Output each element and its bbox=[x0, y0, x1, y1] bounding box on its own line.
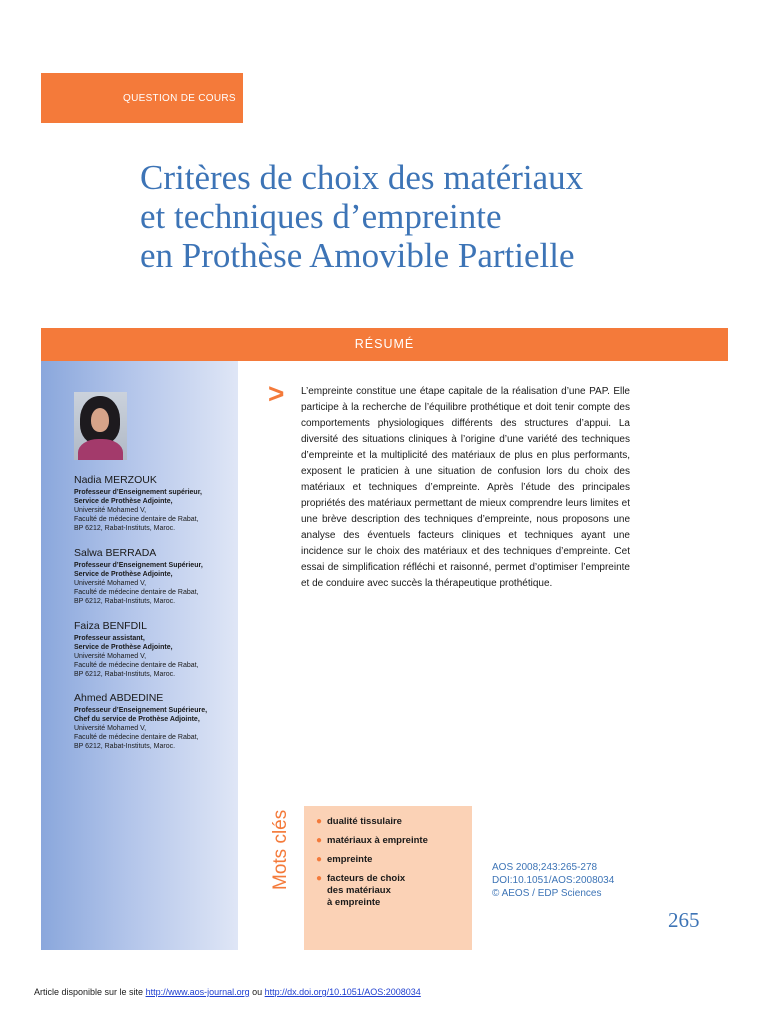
citation-line: DOI:10.1051/AOS:2008034 bbox=[492, 875, 615, 886]
section-tag bbox=[41, 73, 243, 123]
page-number: 265 bbox=[668, 908, 700, 932]
author-affiliation-line: Chef du service de Prothèse Adjointe, bbox=[74, 716, 200, 723]
author-affiliation-line: BP 6212, Rabat-Instituts, Maroc. bbox=[74, 598, 176, 605]
title-line-2: et techniques d’empreinte bbox=[140, 197, 502, 236]
footer-middle: ou bbox=[249, 987, 265, 997]
keyword-item bbox=[316, 873, 472, 909]
author-affiliation-line: Service de Prothèse Adjointe, bbox=[74, 571, 173, 578]
keyword-text: empreinte bbox=[327, 854, 373, 865]
title-line-3: en Prothèse Amovible Partielle bbox=[140, 236, 575, 275]
author-affiliation-line: Université Mohamed V, bbox=[74, 653, 147, 660]
bullet-dot-icon: ● bbox=[316, 873, 323, 884]
keywords-label: Mots clés bbox=[270, 809, 291, 890]
author-block bbox=[74, 547, 234, 606]
citation-line: © AEOS / EDP Sciences bbox=[492, 888, 602, 899]
abstract-text: L’empreinte constitue une étape capitale de la réalisation d’une PAP. Elle participe à la recherche de l’équilibre prothétique et doit tenir compte des comportements physiologiques différents des structures d’appui. La diversité des situations cliniques à l’origine d’une variété des techniques d’empreinte et la multiplicité des matériaux de plus en plus performants, exposent le praticien à une situation de confusion lors du choix des matériaux et techniques d’empreinte. Après l’étude des principales propriétés des matériaux permettant de mieux comprendre leurs limites et une brève description des techniques d’empreinte, nous proposons une analyse des éventuels facteurs cliniques et techniques ayant une incidence sur le choix des matériaux et des techniques d’empreinte. Cet essai de simplification réfléchi et raisonné, permet d’optimiser l’empreinte et de conduire avec succès la thérapeutique prothétique. bbox=[301, 386, 630, 589]
citation-block bbox=[492, 861, 614, 900]
keywords-list bbox=[316, 816, 472, 909]
author-name: Ahmed ABDEDINE bbox=[74, 692, 164, 704]
author-affiliation-line: Université Mohamed V, bbox=[74, 507, 147, 514]
author-name: Faiza BENFDIL bbox=[74, 620, 147, 632]
article-title bbox=[140, 158, 740, 275]
resume-heading-bar bbox=[41, 328, 728, 361]
author-affiliation-line: Université Mohamed V, bbox=[74, 725, 147, 732]
photo-clothing-shape bbox=[78, 439, 123, 460]
author-affiliation-line: BP 6212, Rabat-Instituts, Maroc. bbox=[74, 525, 176, 532]
bullet-dot-icon: ● bbox=[316, 854, 323, 865]
keyword-item bbox=[316, 854, 472, 866]
photo-face-shape bbox=[91, 408, 109, 432]
chevron-right-icon: > bbox=[268, 378, 285, 409]
author-affiliation-line: Faculté de médecine dentaire de Rabat, bbox=[74, 734, 199, 741]
author-affiliation-line: Service de Prothèse Adjointe, bbox=[74, 498, 173, 505]
keyword-text: matériaux à empreinte bbox=[327, 835, 428, 846]
author-affiliation-line: Professeur d’Enseignement Supérieure, bbox=[74, 707, 208, 714]
resume-heading: RÉSUMÉ bbox=[354, 337, 415, 351]
author-name: Nadia MERZOUK bbox=[74, 474, 157, 486]
author-affiliation-line: Faculté de médecine dentaire de Rabat, bbox=[74, 589, 199, 596]
journal-link[interactable]: http://www.aos-journal.org bbox=[145, 987, 250, 997]
bullet-dot-icon: ● bbox=[316, 816, 323, 827]
author-affiliation-line: Professeur d’Enseignement Supérieur, bbox=[74, 562, 203, 569]
footer-prefix: Article disponible sur le site bbox=[34, 987, 146, 997]
keyword-text: dualité tissulaire bbox=[327, 816, 402, 827]
keyword-item bbox=[316, 816, 472, 828]
keyword-item bbox=[316, 835, 472, 847]
author-photo bbox=[74, 392, 127, 460]
author-affiliation-line: BP 6212, Rabat-Instituts, Maroc. bbox=[74, 743, 176, 750]
author-affiliation-line: Faculté de médecine dentaire de Rabat, bbox=[74, 662, 199, 669]
keyword-text: facteurs de choix des matériaux à empreinte bbox=[327, 873, 406, 908]
title-line-1: Critères de choix des matériaux bbox=[140, 158, 584, 197]
keywords-box bbox=[304, 806, 472, 950]
author-affiliation-line: Faculté de médecine dentaire de Rabat, bbox=[74, 516, 199, 523]
author-affiliation-line: Université Mohamed V, bbox=[74, 580, 147, 587]
author-name: Salwa BERRADA bbox=[74, 547, 157, 559]
citation-line: AOS 2008;243:265-278 bbox=[492, 862, 598, 873]
section-tag-label: QUESTION DE COURS bbox=[123, 93, 236, 104]
author-affiliation-line: BP 6212, Rabat-Instituts, Maroc. bbox=[74, 671, 176, 678]
author-affiliation-line: Professeur assistant, bbox=[74, 635, 145, 642]
author-block bbox=[74, 620, 234, 679]
footer-note bbox=[34, 987, 421, 997]
doi-link[interactable]: http://dx.doi.org/10.1051/AOS:2008034 bbox=[264, 987, 421, 997]
author-affiliation-line: Service de Prothèse Adjointe, bbox=[74, 644, 173, 651]
author-block bbox=[74, 692, 234, 751]
author-affiliation-line: Professeur d’Enseignement supérieur, bbox=[74, 489, 202, 496]
author-block bbox=[74, 474, 234, 533]
bullet-dot-icon: ● bbox=[316, 835, 323, 846]
